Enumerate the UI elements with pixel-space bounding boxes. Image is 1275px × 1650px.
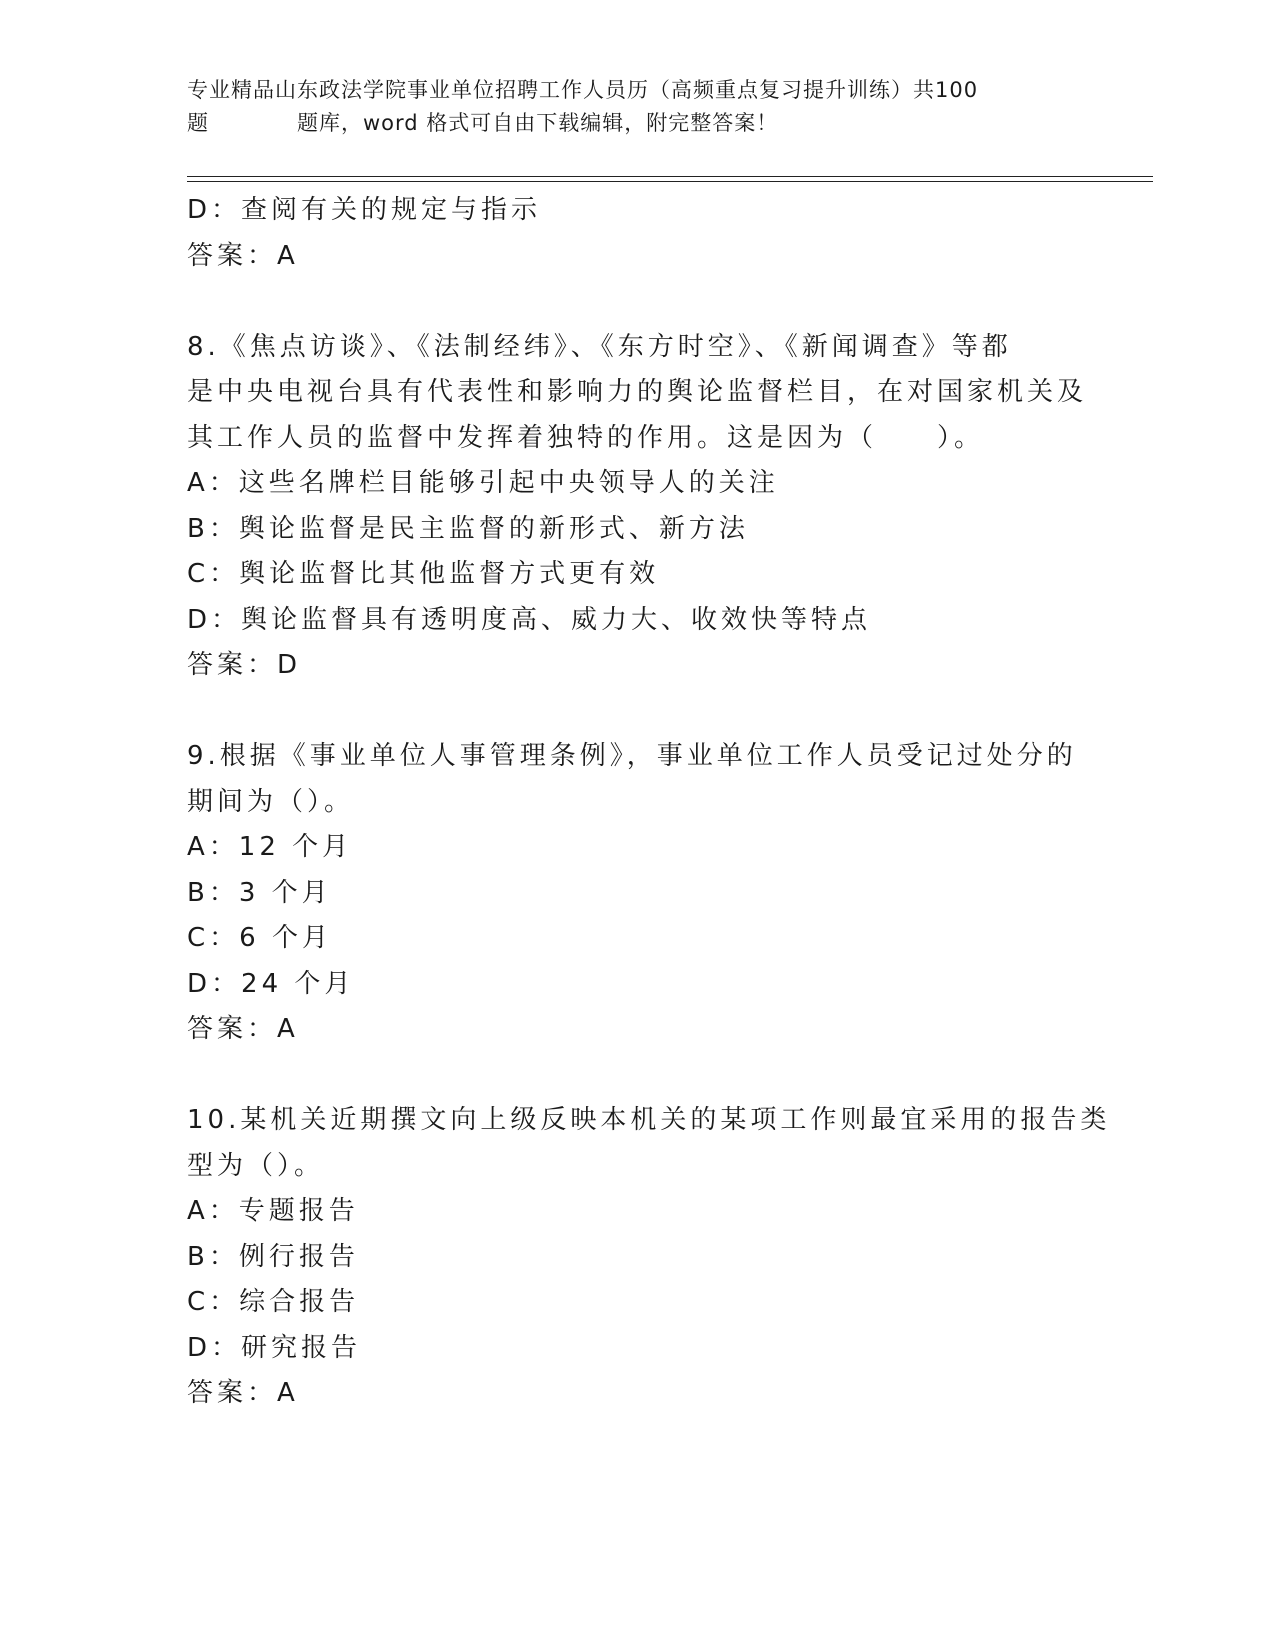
option-line: A：12 个月 xyxy=(187,832,353,862)
question-line: 期间为（）。 xyxy=(187,786,355,817)
question-line: 是中央电视台具有代表性和影响力的舆论监督栏目，在对国家机关及 xyxy=(187,377,1088,407)
option-line: D：舆论监督具有透明度高、威力大、收效快等特点 xyxy=(187,604,872,635)
answer-line: 答案：A xyxy=(187,240,299,271)
header-line-2-end: 题库，word 格式可自由下载编辑，附完整答案！ xyxy=(297,111,779,135)
spacer xyxy=(187,279,1087,325)
header-line-2 xyxy=(187,107,1087,140)
header-rule-bottom xyxy=(187,181,1153,182)
question-line: 其工作人员的监督中发挥着独特的作用。这是因为（ ）。 xyxy=(187,422,985,453)
spacer xyxy=(187,1053,1087,1099)
spacer xyxy=(187,689,1087,735)
document-header xyxy=(187,74,1087,140)
answer-line: 答案：D xyxy=(187,650,302,680)
option-line: B：例行报告 xyxy=(187,1241,359,1272)
question-line: 型为（）。 xyxy=(187,1150,325,1181)
option-line: C：舆论监督比其他监督方式更有效 xyxy=(187,559,660,589)
question-list xyxy=(187,188,1111,1417)
option-line: B：舆论监督是民主监督的新形式、新方法 xyxy=(187,513,749,544)
option-line: B：3 个月 xyxy=(187,877,332,908)
question-line: 9.根据《事业单位人事管理条例》，事业单位工作人员受记过处分的 xyxy=(187,741,1077,771)
answer-line: 答案：A xyxy=(187,1378,299,1408)
option-line: D：查阅有关的规定与指示 xyxy=(187,195,542,225)
header-line-1: 专业精品山东政法学院事业单位招聘工作人员历（高频重点复习提升训练）共100 xyxy=(187,78,979,102)
answer-line: 答案：A xyxy=(187,1014,299,1044)
option-line: A：这些名牌栏目能够引起中央领导人的关注 xyxy=(187,468,779,498)
option-line: C：综合报告 xyxy=(187,1287,360,1317)
option-line: D：24 个月 xyxy=(187,968,355,999)
option-line: A：专题报告 xyxy=(187,1196,359,1226)
question-line: 8.《焦点访谈》、《法制经纬》、《东方时空》、《新闻调查》等都 xyxy=(187,331,1012,362)
option-line: D：研究报告 xyxy=(187,1332,362,1363)
option-line: C：6 个月 xyxy=(187,923,332,953)
header-line-2-start: 题 xyxy=(187,111,209,135)
question-line: 10.某机关近期撰文向上级反映本机关的某项工作则最宜采用的报告类 xyxy=(187,1105,1111,1135)
header-rule-top xyxy=(187,176,1153,177)
